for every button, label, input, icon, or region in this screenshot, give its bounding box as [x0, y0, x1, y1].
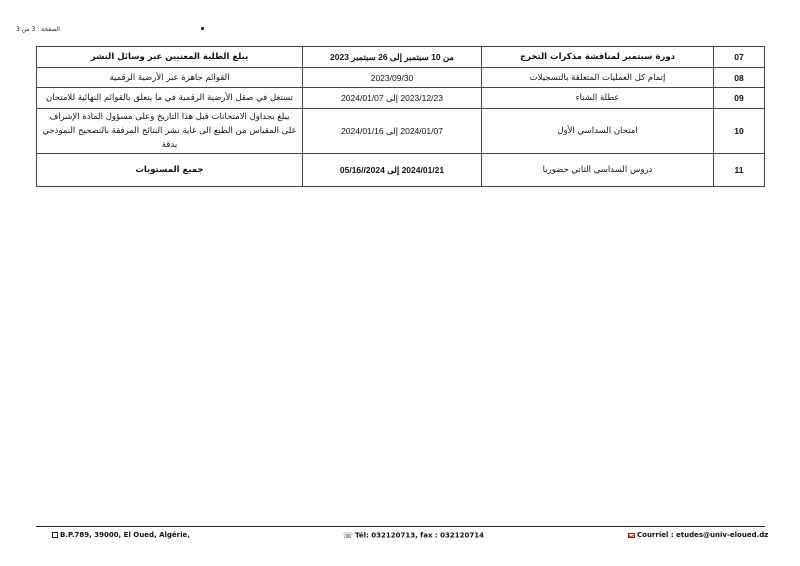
event-cell: دورة سبتمبر لمناقشة مذكرات التخرج: [482, 47, 714, 68]
footer-address: [52, 531, 190, 539]
row-number: 07: [714, 47, 765, 68]
row-number: 09: [714, 88, 765, 109]
note-cell: القوائم جاهزة عبر الأرضية الرقمية: [37, 68, 303, 88]
note-cell: تستغل في صقل الأرضية الرقمية في ما يتعلق بالقوائم النهائية للامتحان: [37, 88, 303, 109]
table-row: [37, 109, 765, 154]
event-cell: امتحان السداسي الأول: [482, 109, 714, 154]
footer-divider: [36, 526, 765, 527]
row-number: 11: [714, 154, 765, 187]
phone-icon: ☏: [343, 531, 354, 540]
row-number: 10: [714, 109, 765, 154]
note-cell: يبلغ الطلبة المعنيين عبر وسائل النشر: [37, 47, 303, 68]
academic-calendar-table: [36, 46, 765, 187]
phone-text: Tél: 032120713, fax : 032120714: [355, 531, 484, 540]
footer-email: [628, 531, 768, 539]
date-cell: 2023/09/30: [303, 68, 482, 88]
box-icon: [52, 532, 58, 538]
table-row: [37, 88, 765, 109]
date-cell: 2024/01/07 إلى 2024/01/16: [303, 109, 482, 154]
date-cell: 2024/01/21 إلى 2024//05/16: [303, 154, 482, 187]
note-cell: يبلغ بجداول الامتحانات قبل هذا التاريخ وعلى مسؤول المادة الإشراف على المقياس من الطبع الى غاية نشر النتائج المرفقة بالتصحيح النموذجي بدقة: [37, 109, 303, 154]
row-number: 08: [714, 68, 765, 88]
event-cell: إتمام كل العمليات المتعلقة بالتسجيلات: [482, 68, 714, 88]
table-row: [37, 154, 765, 187]
decorative-dot: [201, 27, 204, 30]
address-text: B.P.789, 39000, El Oued, Algérie,: [60, 531, 190, 539]
email-text: Courriel : etudes@univ-eloued.dz: [637, 531, 769, 539]
event-cell: عطلة الشتاء: [482, 88, 714, 109]
date-cell: من 10 سبتمبر إلى 26 سبتمبر 2023: [303, 47, 482, 68]
table-row: [37, 68, 765, 88]
date-cell: 2023/12/23 إلى 2024/01/07: [303, 88, 482, 109]
table-row: [37, 47, 765, 68]
mail-icon: [628, 533, 635, 538]
note-cell: جميع المستويات: [37, 154, 303, 187]
page-number-label: الصفحة : 3 من 3: [16, 26, 60, 33]
event-cell: دروس السداسي الثاني حضوريا: [482, 154, 714, 187]
footer-phone: [343, 531, 484, 540]
